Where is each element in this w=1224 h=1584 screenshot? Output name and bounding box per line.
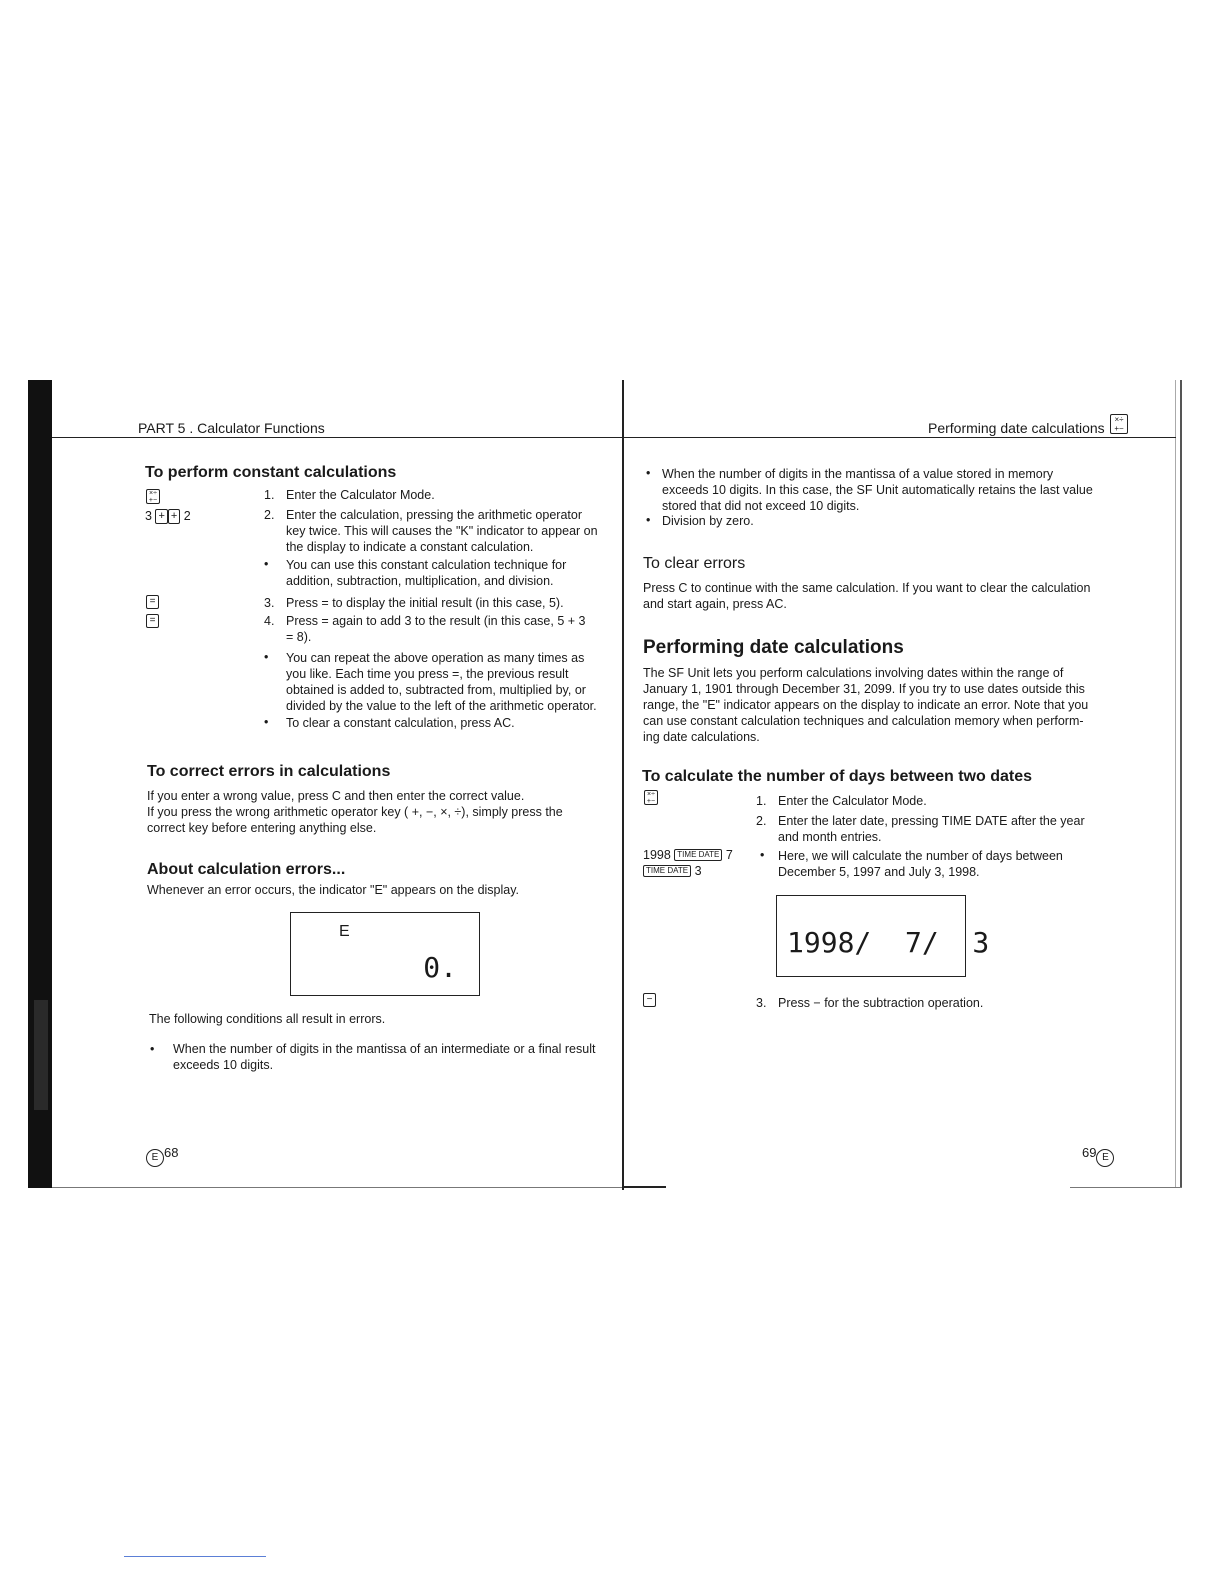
right-page-edge — [1180, 380, 1182, 1188]
section-title-clear-errors: To clear errors — [643, 555, 746, 572]
step-number: 4. — [264, 614, 275, 628]
step-text: Enter the later date, pressing TIME DATE after the year and month entries. — [778, 814, 1085, 844]
key-suffix: 2 — [183, 509, 191, 523]
lcd-error-indicator: E — [339, 923, 350, 940]
bullet-dot: • — [264, 557, 269, 571]
lcd-display-error — [290, 912, 480, 996]
bottom-edge-right — [1070, 1187, 1182, 1188]
step-text: Enter the Calculator Mode. — [286, 488, 435, 502]
page-number-left: E 68 — [146, 1145, 178, 1167]
section-title-date-calculations: Performing date calculations — [643, 637, 904, 658]
lcd-display-date — [776, 895, 990, 977]
step-number: 3. — [264, 596, 275, 610]
page-number-right: 69 E — [1082, 1145, 1114, 1167]
time-date-key: TIME DATE — [674, 849, 722, 861]
section-body: The SF Unit lets you perform calculations involving dates within the range of January 1, 1901 through December 31, 2099. If you try to use dates outside this range, the "E" indicator appears on the display to indicate an error. Note that you can use constant calculation techniques and calculation memory when perform- ing date calculations. — [643, 666, 1089, 744]
right-page-edge-inner — [1175, 380, 1176, 1188]
bullet-text: To clear a constant calculation, press AC. — [286, 716, 515, 730]
plus-key: + — [155, 509, 167, 524]
key-sequence-date: 1998 TIME DATE 7 TIME DATE 3 — [643, 848, 733, 878]
bullet-text: Here, we will calculate the number of days between December 5, 1997 and July 3, 1998. — [778, 849, 1063, 879]
section-body: Whenever an error occurs, the indicator "E" appears on the display. — [147, 883, 520, 897]
bullet-dot: • — [760, 848, 765, 862]
bullet-dot: • — [646, 513, 651, 527]
running-header-left: PART 5 . Calculator Functions — [138, 420, 325, 436]
section-title-correct-errors: To correct errors in calculations — [147, 763, 391, 780]
calculator-mode-icon: ×÷ +− — [1110, 414, 1128, 434]
minus-key-icon: − — [643, 993, 656, 1007]
step-text: Enter the calculation, pressing the arithmetic operator key twice. This will causes the "K" indicator to appear on the display to indicate a constant calculation. — [286, 508, 598, 554]
bullet-dot: • — [264, 715, 269, 729]
step-number: 1. — [264, 488, 275, 502]
bullet-dot: • — [264, 650, 269, 664]
bullet-text: When the number of digits in the mantissa of an intermediate or a final result exceeds 10 digits. — [173, 1042, 596, 1072]
calculator-mode-icon: ×÷ +− — [146, 489, 160, 504]
section-title-calc-errors: About calculation errors... — [147, 861, 346, 878]
step-number: 3. — [756, 996, 767, 1010]
bullet-text: You can use this constant calculation technique for addition, subtraction, multiplication, and division. — [286, 558, 567, 588]
section-title-days-between: To calculate the number of days between two dates — [642, 768, 1033, 785]
bullet-dot: • — [150, 1042, 155, 1056]
bullet-text: When the number of digits in the mantissa of a value stored in memory exceeds 10 digits. In this case, the SF Unit automatically retains the last value stored that did not exceed 10 digits. — [662, 467, 1093, 513]
step-text: Press − for the subtraction operation. — [778, 996, 984, 1010]
header-rule-right — [624, 437, 1176, 438]
step-text: Enter the Calculator Mode. — [778, 794, 927, 808]
page-marker: E — [146, 1149, 164, 1167]
step-number: 2. — [756, 814, 767, 828]
lcd-value: 1998/ 7/ 3 — [787, 926, 990, 959]
page-gutter-foot — [622, 1186, 666, 1188]
step-text: Press = to display the initial result (in this case, 5). — [286, 596, 564, 610]
page-marker: E — [1096, 1149, 1114, 1167]
step-number: 1. — [756, 794, 767, 808]
key-prefix: 3 — [145, 509, 152, 523]
section-body: The following conditions all result in errors. — [149, 1012, 386, 1026]
bullet-text: Division by zero. — [662, 514, 754, 528]
step-number: 2. — [264, 508, 275, 522]
section-title-constant: To perform constant calculations — [145, 464, 397, 481]
bullet-text: You can repeat the above operation as many times as you like. Each time you press =, the previous result obtained is added to, subtracted from, multiplied by, or divided by the value to the left of the arithmetic operator. — [286, 651, 597, 713]
calculator-mode-icon: ×÷ +− — [644, 790, 658, 805]
bottom-edge-left — [52, 1187, 622, 1188]
key-sequence-constant — [145, 509, 191, 524]
equals-key-icon: = — [146, 595, 159, 609]
section-body: If you enter a wrong value, press C and then enter the correct value. If you press the wrong arithmetic operator key ( +, −, ×, ÷), simply press the correct key before entering anything else. — [147, 789, 563, 835]
plus-key: + — [168, 509, 180, 524]
running-header-right: Performing date calculations — [928, 420, 1105, 436]
section-body: Press C to continue with the same calculation. If you want to clear the calculation and start again, press AC. — [643, 581, 1091, 611]
header-rule-left — [52, 437, 622, 438]
lcd-value: 0. — [423, 951, 457, 984]
blue-underline-artifact — [124, 1556, 266, 1557]
equals-key-icon: = — [146, 614, 159, 628]
time-date-key: TIME DATE — [643, 865, 691, 877]
bullet-dot: • — [646, 466, 651, 480]
binding-shadow-detail — [34, 1000, 48, 1110]
step-text: Press = again to add 3 to the result (in this case, 5 + 3 = 8). — [286, 614, 586, 644]
